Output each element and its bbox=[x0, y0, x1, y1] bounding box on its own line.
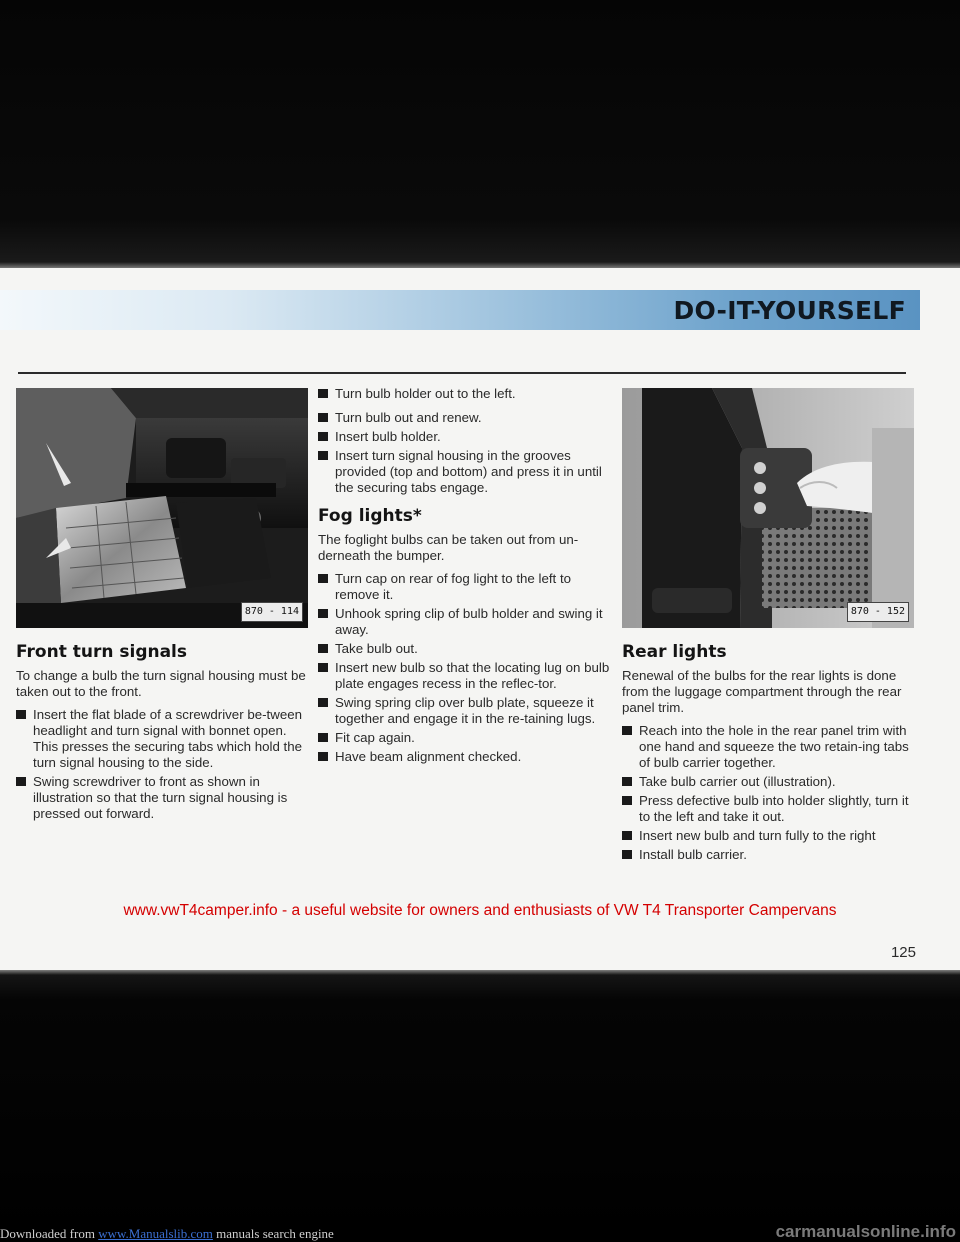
front-turn-signal-photo bbox=[16, 388, 308, 628]
list-item: Turn bulb holder out to the left. bbox=[318, 386, 616, 402]
list-item: Insert new bulb and turn fully to the right bbox=[622, 828, 916, 844]
heading-fog-lights: Fog lights* bbox=[318, 506, 422, 526]
list-item: Fit cap again. bbox=[318, 730, 616, 746]
bullet-square-icon bbox=[318, 413, 328, 422]
page-number: 125 bbox=[890, 944, 916, 961]
bullet-square-icon bbox=[318, 574, 328, 583]
bullet-square-icon bbox=[622, 850, 632, 859]
intro-text: The foglight bulbs can be taken out from un-derneath the bumper. bbox=[318, 532, 579, 563]
bullet-square-icon bbox=[16, 710, 26, 719]
figure-number: 870 - 114 bbox=[241, 602, 303, 622]
manualslib-link[interactable]: www.Manualslib.com bbox=[98, 1226, 213, 1241]
bullet-square-icon bbox=[318, 663, 328, 672]
heading-rear-lights: Rear lights bbox=[622, 642, 727, 662]
download-prefix: Downloaded from bbox=[0, 1226, 99, 1241]
list-item: Insert the flat blade of a screwdriver be-tween headlight and turn signal with bonnet open. This presses the securing tabs which hold the turn signal housing to the side. bbox=[16, 707, 308, 771]
bullet-square-icon bbox=[16, 777, 26, 786]
section-banner bbox=[0, 290, 920, 330]
list-item: Take bulb carrier out (illustration). bbox=[622, 774, 916, 790]
bullet-square-icon bbox=[318, 752, 328, 761]
list-item: Install bulb carrier. bbox=[622, 847, 916, 863]
list-item: Press defective bulb into holder slightly, turn it to the left and take it out. bbox=[622, 793, 916, 825]
list-item: Turn cap on rear of fog light to the left to remove it. bbox=[318, 571, 616, 603]
list-item: Swing spring clip over bulb plate, squeeze it together and engage it in the re-taining lugs. bbox=[318, 695, 616, 727]
rear-light-photo bbox=[622, 388, 914, 628]
website-footer-link[interactable]: www.vwT4camper.info - a useful website for owners and enthusiasts of VW T4 Transporter Campervans bbox=[123, 902, 837, 919]
list-item: Insert new bulb so that the locating lug on bulb plate engages recess in the reflec-tor. bbox=[318, 660, 616, 692]
bullet-square-icon bbox=[318, 389, 328, 398]
bullet-square-icon bbox=[318, 451, 328, 460]
column-rear-lights bbox=[622, 388, 916, 866]
intro-text: To change a bulb the turn signal housing must be taken out to the front. bbox=[16, 668, 306, 699]
header-rule bbox=[18, 372, 906, 374]
column-front-turn-signals bbox=[16, 388, 308, 825]
bullet-square-icon bbox=[318, 644, 328, 653]
bullet-square-icon bbox=[622, 726, 632, 735]
site-watermark: carmanualsonline.info bbox=[775, 1222, 956, 1241]
download-suffix: manuals search engine bbox=[212, 1226, 334, 1241]
intro-text: Renewal of the bulbs for the rear lights is done from the luggage compartment through the rear panel trim. bbox=[622, 668, 902, 715]
list-item: Take bulb out. bbox=[318, 641, 616, 657]
bullet-square-icon bbox=[622, 777, 632, 786]
list-item: Insert bulb holder. bbox=[318, 429, 616, 445]
bullet-square-icon bbox=[318, 733, 328, 742]
bullet-square-icon bbox=[622, 831, 632, 840]
bullet-square-icon bbox=[318, 698, 328, 707]
list-item: Turn bulb out and renew. bbox=[318, 410, 616, 426]
column-fog-lights bbox=[318, 386, 616, 768]
list-item: Unhook spring clip of bulb holder and swing it away. bbox=[318, 606, 616, 638]
list-item: Swing screwdriver to front as shown in illustration so that the turn signal housing is pressed out forward. bbox=[16, 774, 308, 822]
download-bar bbox=[0, 1226, 334, 1242]
figure-number: 870 - 152 bbox=[847, 602, 909, 622]
section-title: DO-IT-YOURSELF bbox=[673, 296, 906, 325]
heading-front-turn-signals: Front turn signals bbox=[16, 642, 188, 662]
bullet-square-icon bbox=[318, 609, 328, 618]
list-item: Reach into the hole in the rear panel trim with one hand and squeeze the two retain-ing tabs of bulb carrier together. bbox=[622, 723, 916, 771]
bullet-square-icon bbox=[318, 432, 328, 441]
list-item: Insert turn signal housing in the grooves provided (top and bottom) and press it in until the securing tabs engage. bbox=[318, 448, 616, 496]
list-item: Have beam alignment checked. bbox=[318, 749, 616, 765]
bullet-square-icon bbox=[622, 796, 632, 805]
